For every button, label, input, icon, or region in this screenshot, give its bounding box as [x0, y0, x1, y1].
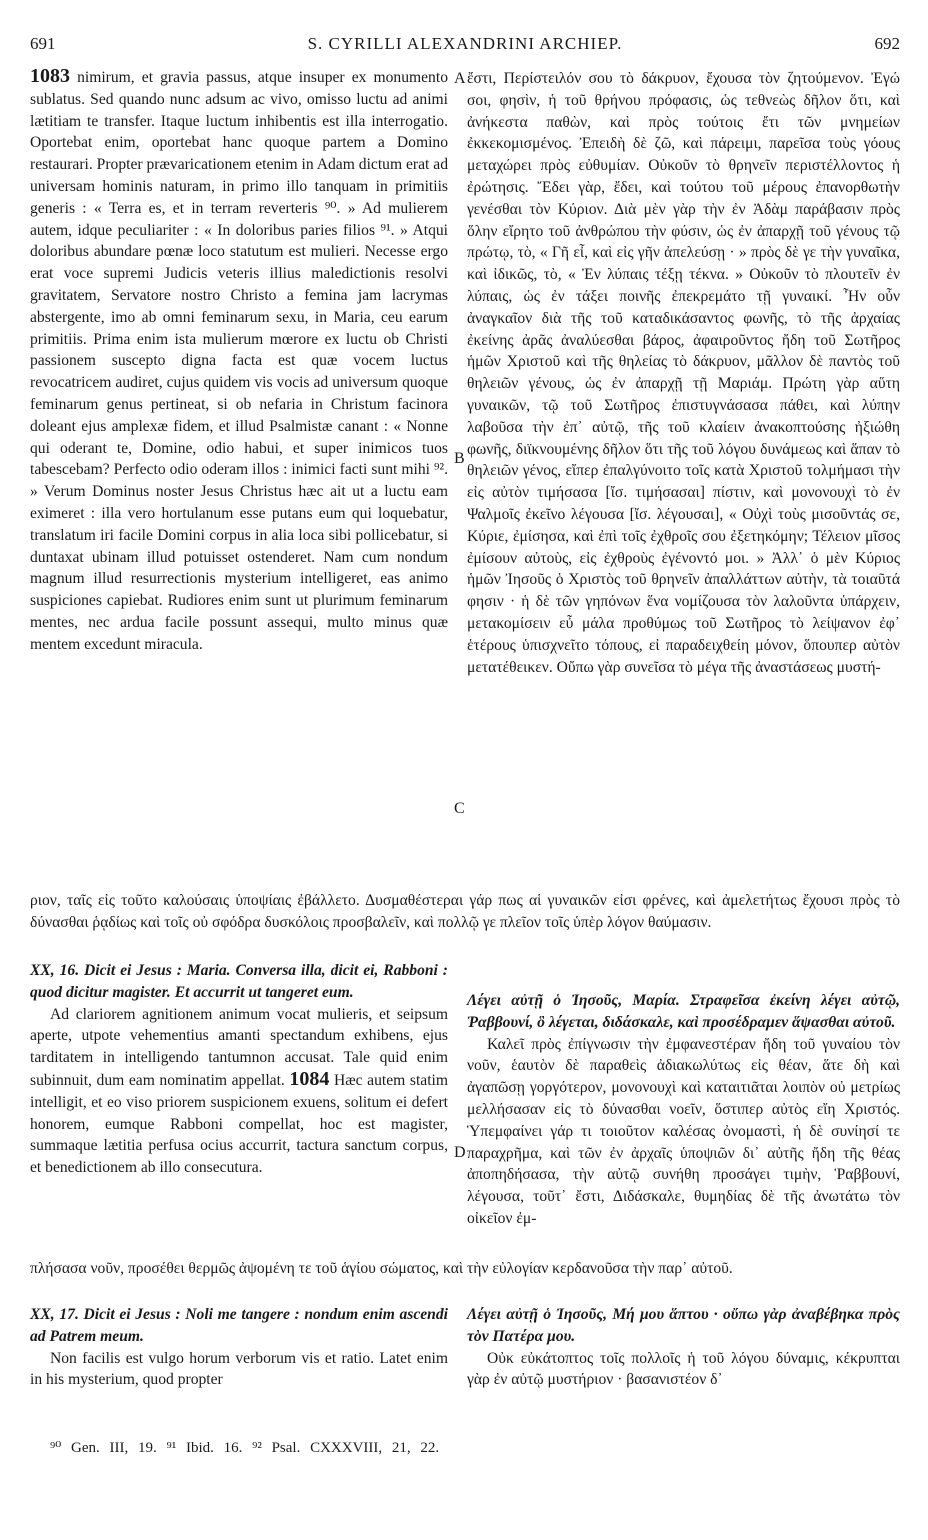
column-number: 1084 — [289, 1067, 330, 1090]
page-number-right: 692 — [874, 34, 900, 53]
greek-text: Οὐκ εὐκάτοπτος τοῖς πολλοῖς ἡ τοῦ λόγου δύναμις, κέκρυπται γὰρ ἐν αὐτῷ μυστήριον · βασανιστέον δ᾿ — [467, 1349, 900, 1389]
page-header — [30, 30, 900, 60]
latin-text: nimirum, et gravia passus, atque insuper ex monumento sublatus. Sed quando nunc adsum ac vivo, omisso luctu ad animi lætitiam te transfer. Itaque luctum inhibentis est illa interrogatio. Oportebat enim, oportebat hanc quoque partem a Domino restaurari. Propter prævaricationem etenim in Adam dictum erat ad universam hominis naturam, in primo illo tanquam in primitiis generis : « Terra es, et in terram reverteris ⁹⁰. » Ad mulierem autem, idque peculiariter : « In doloribus paries filios ⁹¹. » Atqui doloribus abundare pœnæ loco statutum est mulieri. Necesse ergo erat voce supremi Judicis veteris illius maledictionis resolvi gravitatem, Servatore nostro Christo a femina jam lacrymas abstergente, imo ab omni feminarum sexu, in Maria, ceu earum primitiis. Prima enim ista mulierum mœrore ex luctu ob Christi passionem suscepto digna facta est quæ vocem luctus revocatricem audiret, cujus quidem vis vocis ad universum quoque feminarum genus pertineat, si ob nefaria in Christum facinora doleant ejus amplexæ fidem, et illud Psalmistæ canant : « Nonne qui oderant te, Domine, odio habui, et super inimicos tuos tabescebam? Perfecto odio oderam illos : inimici facti sunt mihi ⁹². » Verum Dominus noster Jesus Christus hæc ait ut a luctu eam eximeret : illa vero hortulanum esse putans eum qui loquebatur, translatum iri facile Domini corpus in alia loca sibi pollicebatur, si duntaxat ubinam illud potuisset ostenderet. Nam cum nondum magnum illud resurrectionis mysterium intelligeret, eas animo suspiciones capiebat. Rudiores enim sunt ut plurimum feminarum mentes, nec ardua facile possunt assequi, multo minus quæ mentem excedunt miracula. — [30, 69, 448, 653]
greek-heading-1: Λέγει αὐτῇ ὁ Ἰησοῦς, Μαρία. Στραφεῖσα ἐκείνη λέγει αὐτῷ, Ῥαββουνί, ὃ λέγεται, διδάσκαλε, καὶ προσέδραμεν ἅψασθαι αὐτοῦ. — [467, 992, 900, 1031]
margin-marker-c: C — [454, 800, 465, 817]
latin-column-block-3 — [30, 1304, 448, 1391]
latin-text: Ad clariorem agnitionem animum vocat mulieris, et seipsum aperte, utpote vehementius amanti spectandum exhibens, ejus tarditatem in intelligendo tantumnon accusat. Tale quid enim subinnuit, dum eam nominatim appellat. — [30, 1005, 448, 1089]
greek-column-block-3 — [467, 1304, 900, 1391]
book-page — [30, 30, 900, 1520]
latin-column-block-2 — [30, 960, 448, 1179]
margin-marker-a: A — [454, 70, 466, 87]
margin-marker-b: B — [454, 450, 465, 467]
column-number: 1083 — [30, 65, 70, 87]
latin-column-block-1 — [30, 66, 448, 656]
greek-heading-2: Λέγει αὐτῇ ὁ Ἰησοῦς, Μή μου ἅπτου · οὔπω γὰρ ἀναβέβηκα πρὸς τὸν Πατέρα μου. — [467, 1306, 900, 1345]
latin-heading-2: XX, 17. Dicit ei Jesus : Noli me tangere : nondum enim ascendi ad Patrem meum. — [30, 1306, 448, 1345]
greek-column-block-1 — [467, 68, 900, 678]
footnotes: ⁹⁰ Gen. III, 19. ⁹¹ Ibid. 16. ⁹² Psal. CXXXVIII, 21, 22. — [50, 1440, 440, 1456]
greek-fullwidth-2: πλήσασα νοῦν, προσέθει θερμῶς ἀψομένη τε τοῦ ἁγίου σώματος, καὶ τὴν εὐλογίαν κερδανοῦσα τὴν παρ᾿ αὐτοῦ. — [30, 1260, 733, 1277]
greek-text: Καλεῖ πρὸς ἐπίγνωσιν τὴν ἐμφανεστέραν ἤδη τοῦ γυναίου τὸν νοῦν, ἑαυτὸν δὲ παραθεὶς ἀδιακωλύτως εἰς θέαν, ἅτε δὴ καὶ ἀγαπῶσῃ γοργότερον, μονονουχὶ καὶ καταιτιᾶται λοιπὸν οὐ μετρίως μελλήσασαν εἰς τὸ δύνασθαι νοεῖν, ὅστιπερ αὐτὸς εἴη Χριστός. Ὑπεμφαίνει γάρ τι τοιοῦτον καλέσας ὀνομαστὶ, ἡ δὲ συνίησί τε παραχρῆμα, καὶ τῶν ἐν ἀρχαῖς ὑποψιῶν δι᾿ αὐτῆς ἤδη τῆς θέας ἀποπηδήσασα, τὴν αὐτῷ συνήθη προσάγει τιμὴν, Ῥαββουνί, λέγουσα, τοῦτ᾿ ἔστι, Διδάσκαλε, θυμηδίας δὲ τῆς ἀνωτάτω τὸν οἰκεῖον ἐμ- — [467, 1035, 900, 1227]
latin-text: Non facilis est vulgo horum verborum vis et ratio. Latet enim in his mysterium, quod propter — [30, 1349, 448, 1389]
running-title: S. CYRILLI ALEXANDRINI ARCHIEP. — [307, 34, 623, 53]
latin-heading-1: XX, 16. Dicit ei Jesus : Maria. Conversa illa, dicit ei, Rabboni : quod dicitur magister. Et accurrit ut tangeret eum. — [30, 962, 448, 1001]
latin-text: Hæc autem statim intelligit, et eo viso priorem suspicionem exuens, solitum ei defert honorem, eumque Rabboni compellat, hoc est magister, summaque lætitia perfusa ocius accurrit, tactura sanctum corpus, et benedictionem ab illo consecutura. — [30, 1071, 448, 1177]
greek-column-block-2 — [467, 990, 900, 1230]
page-number-left: 691 — [30, 34, 56, 53]
greek-text: ἔστι, Περίστειλόν σου τὸ δάκρυον, ἔχουσα τὸν ζητούμενον. Ἐγώ σοι, φησὶν, ἡ τοῦ θρήνου πρόφασις, ὡς τεθνεὼς δῆλον ὅτι, καὶ ἀνήκεστα παθὼν, καὶ πρὸς τούτοις ἔτι τῶν μνημείων ἐκκεκομισμένος. Ἐπειδὴ δὲ ζῶ, καὶ πάρειμι, παρεῖσα τοὺς γόους μεταχώρει πρὸς εὐθυμίαν. Οὐκοῦν τὸ θρηνεῖν περιστέλλοντος ἡ ἐρώτησις. Ἔδει γὰρ, ἔδει, καὶ τούτου τοῦ μέρους ἐπανορθωτὴν γενέσθαι τὸν Κύριον. Διὰ μὲν γὰρ τὴν ἐν Ἀδὰμ παράβασιν πρὸς ὅλην εἴρητο τοῦ ἀνθρώπου τὴν φύσιν, ὡς ἐν ἀπαρχῇ τοῦ γένους τῷ πρώτῳ, τὸ, « Γῆ εἶ, καὶ εἰς γῆν ἀπελεύσῃ · » πρὸς δὲ γε τὴν γυναῖκα, καὶ ἰδικῶς, τὸ, « Ἐν λύπαις τέξῃ τέκνα. » Οὐκοῦν τὸ πλουτεῖν ἐν λύπαις, ὡς ἐν τάξει ποινῆς ἐπεκρεμάτο τῇ γυναικί. Ἦν οὖν ἀναγκαῖον διὰ τῆς τοῦ καταδικάσαντος φωνῆς, τὸ τῆς ἀρχαίας ἐκείνης ἀρᾶς ἀναλύεσθαι βάρος, ἀφαιροῦντος ἤδη τοῦ Σωτῆρος ἡμῶν Χριστοῦ καὶ τῆς θηλείας τὸ δάκρυον, μᾶλλον δὲ παντὸς τοῦ θηλειῶν γένους, ὡς ἐν ἀπαρχῇ τῇ Μαριάμ. Πρώτη γὰρ αὕτη γυναικῶν, τῷ τοῦ Σωτῆρος ἐπιστυγνάσασα πάθει, καὶ λύπην λαβοῦσα τὴν ἐπ᾿ αὐτῷ, τῆς τοῦ κλαίειν ἀνακοπτούσης ἠξιώθη φωνῆς, διϊκνουμένης δῆλον ὅτι τῆς τοῦ λόγου δυνάμεως καὶ ἅπαν τὸ θηλειῶν γένος, εἴπερ ἐπαλγύνοιτο τοῖς κατὰ Χριστοῦ τολμήμασι τὴν εἰς αὐτὸν τιμήσασα [ἴσ. τιμήσασαι] πίστιν, καὶ μονονουχὶ τὸ ἐν Ψαλμοῖς ἐκεῖνο λέγουσα [ἴσ. λέγουσαι], « Οὐχὶ τοὺς μισοῦντάς σε, Κύριε, ἐμίσησα, καὶ ἐπὶ τοῖς ἐχθροῖς σου ἐξετηκόμην; Τέλειον μῖσος ἐμίσουν αὐτοὺς, εἰς ἐχθροὺς ἐγένοντό μοι. » Ἀλλ᾿ ὁ μὲν Κύριος ἡμῶν Ἰησοῦς ὁ Χριστὸς τοῦ θρηνεῖν ἀπαλλάττων αὐτὴν, τὰ τοιαῦτά φησιν · ἡ δὲ τῶν γηπόνων ἕνα νομίζουσα τὸν λαλοῦντα ὑπάρχειν, μετακομίσειν εὖ μάλα προθύμως τοῦ Σωτῆρος τὸ λείψανον ἐφ᾿ ἑτέρους ὑπισχνεῖτο τόπους, εἰ παραδειχθείη μόνον, ὅπουπερ αὐτὸν μετατέθεικεν. Οὔπω γὰρ συνεῖσα τὸ μέγα τῆς ἀναστάσεως μυστή- — [467, 70, 900, 676]
greek-fullwidth-1: ριον, ταῖς εἰς τοῦτο καλούσαις ὑποψίαις ἐβάλλετο. Δυσμαθέστεραι γάρ πως αἱ γυναικῶν εἰσι φρένες, καὶ ἀμελετήτως ἔχουσι πρὸς τὸ δύνασθαι ῥᾳδίως καὶ τοῖς οὐ σφόδρα δυσκόλοις προσβαλεῖν, καὶ πολλῷ γε πλεῖον τοῖς ὑπὲρ λόγον θαύμασιν. — [30, 892, 900, 931]
margin-marker-d: D — [454, 1144, 466, 1161]
